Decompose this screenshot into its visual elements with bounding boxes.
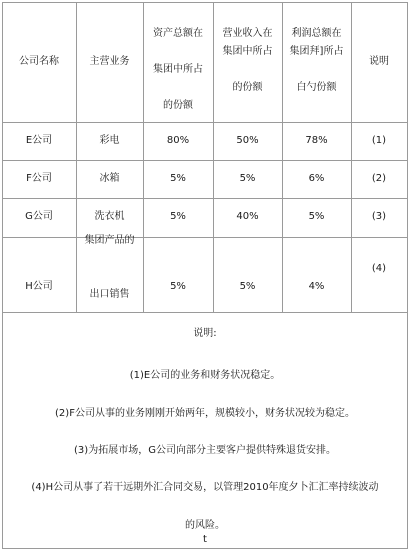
row-g-company: G公司	[25, 211, 53, 223]
row-h-profit: 4%	[308, 280, 325, 292]
header-assets-line-1: 资产总额在	[153, 28, 203, 39]
header-revenue-line-1: 营业收入在	[222, 28, 273, 39]
row-h-business-line-2: 出口销售	[89, 289, 130, 300]
row-e-profit: 78%	[305, 134, 328, 146]
table-row-divider	[2, 237, 408, 238]
table-border-right	[407, 2, 408, 548]
note-item-3: (3)为拓展市场，G公司向部分主要客户提供特殊退货安排。	[74, 445, 336, 456]
row-g-revenue: 40%	[236, 211, 259, 223]
row-e-business: 彩电	[99, 134, 120, 146]
row-h-revenue: 5%	[239, 280, 256, 292]
trailing-mark: t	[203, 534, 207, 545]
row-f-assets: 5%	[170, 172, 186, 184]
note-item-4: (4)H公司从事了若干远期外汇合同交易，以管理2010年度夕卜汇汇率持续波动	[31, 482, 379, 493]
row-e-company: E公司	[25, 134, 53, 146]
header-profit-line-2: 集团拜]所占	[289, 46, 344, 57]
header-profit-line-1: 利润总额在	[291, 28, 342, 39]
header-assets-share	[143, 2, 213, 122]
row-g-note: (3)	[371, 211, 387, 223]
header-company: 公司名称	[19, 55, 59, 67]
header-assets-line-3: 的份额	[163, 100, 193, 111]
header-revenue-line-3: 的份额	[232, 82, 263, 93]
row-g-assets: 5%	[170, 211, 186, 223]
table-row-divider	[2, 312, 408, 313]
row-f-note: (2)	[371, 172, 387, 184]
row-h-business	[76, 237, 143, 312]
row-f-business: 冰箱	[99, 172, 120, 184]
header-note: 说明	[369, 55, 389, 67]
notes-title: 说明:	[193, 328, 217, 339]
row-f-profit: 6%	[308, 172, 325, 184]
row-g-business: 洗衣机	[94, 211, 125, 223]
note-item-4-continued: 的风险。	[185, 520, 225, 531]
header-profit-line-3: 白勺份额	[296, 82, 337, 93]
row-h-company: H公司	[25, 280, 53, 292]
header-revenue-line-2: 集团中所占	[222, 46, 273, 57]
header-revenue-share	[213, 2, 282, 122]
row-e-note: (1)	[371, 134, 387, 146]
row-f-company: F公司	[26, 172, 52, 184]
row-e-revenue: 50%	[236, 134, 259, 146]
header-profit-share	[282, 2, 351, 122]
row-e-assets: 80%	[166, 134, 190, 146]
row-h-assets: 5%	[170, 280, 186, 292]
row-f-revenue: 5%	[239, 172, 256, 184]
header-assets-line-2: 集团中所占	[153, 64, 203, 75]
note-item-2: (2)F公司从事的业务刚刚开始两年，规模较小，财务状况较为稳定。	[55, 408, 355, 419]
row-g-profit: 5%	[308, 211, 325, 223]
row-h-note: (4)	[371, 262, 387, 274]
page-border-bottom	[2, 548, 408, 549]
note-item-1: (1)E公司的业务和财务状况稳定。	[129, 370, 281, 381]
header-business: 主营业务	[89, 55, 130, 67]
row-h-business-line-1: 集团产品的	[84, 235, 135, 246]
